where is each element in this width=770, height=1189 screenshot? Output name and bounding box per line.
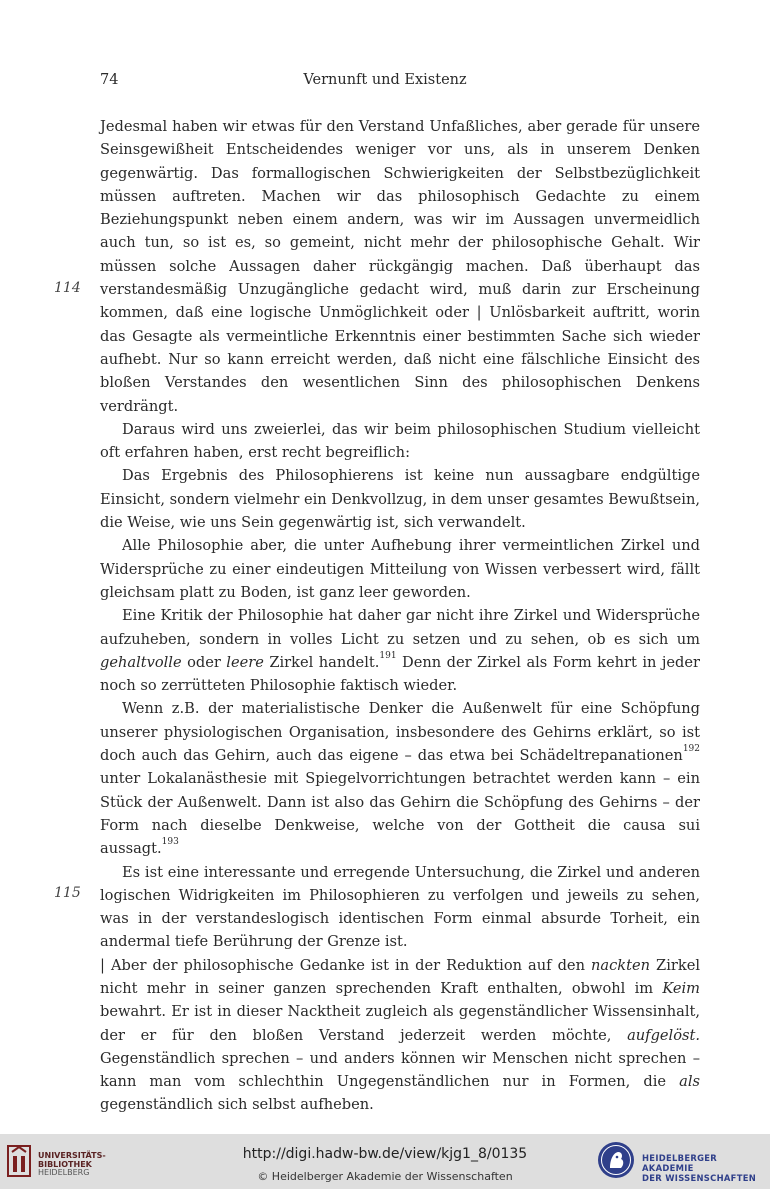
running-title: Vernunft und Existenz — [303, 72, 467, 88]
copyright-notice: © Heidelberger Akademie der Wissenschaften — [257, 1170, 513, 1183]
paragraph-6 — [100, 697, 700, 860]
viewer-footer — [0, 1134, 770, 1189]
text-run: | Aber der philosophische Gedanke ist in der Reduktion auf den — [100, 956, 591, 974]
paragraph-8 — [100, 954, 700, 1117]
page-number: 74 — [100, 72, 119, 88]
emphasis: nackten — [591, 956, 651, 974]
margin-number-114: 114 — [54, 280, 81, 296]
paragraph-3: Das Ergebnis des Philosophierens ist keine nun aussagbare endgültige Einsicht, sondern vielmehr ein Denkvollzug, in dem unser gesamtes Bewußtsein, die Weise, wie uns Sein gegenwärtig ist, sich verwandelt. — [100, 467, 700, 532]
paragraph-7: Es ist eine interessante und erregende Untersuchung, die Zirkel und anderen logischen Widrigkeiten im Philosophieren zu verfolgen und jeweils zu sehen, was in der verstandeslogisch identischen Form einmal absurde Torheit, ein andermal tiefe Berührung der Grenze ist. — [100, 863, 700, 951]
text-run: unter Lokalanästhesie mit Spiegelvorrichtungen betrachtet werden kann – ein Stück der Außenwelt. Dann ist also das Gehirn die Schöpfung des Gehirns – der Form nach dieselbe Denkweise, welche von der Gottheit die causa sui aussagt. — [100, 770, 700, 858]
text-run: Gegenständlich sprechen – und anders können wir Menschen nicht sprechen – kann man vom schlechthin Ungegenständlichen nur in Formen, die — [100, 1049, 700, 1091]
ub-line-2: BIBLIOTHEK — [38, 1159, 92, 1169]
footnote-ref-193[interactable]: 193 — [161, 837, 179, 848]
body-text — [100, 115, 700, 1117]
emphasis: aufgelöst. — [627, 1026, 700, 1044]
text-run: oder — [181, 653, 227, 671]
hadw-line-2: DER WISSENSCHAFTEN — [642, 1173, 757, 1183]
emphasis: gehaltvolle — [100, 653, 182, 671]
paragraph-1: Jedesmal haben wir etwas für den Verstand Unfaßliches, aber gerade für unsere Seinsgewißheit Entscheidendes weniger vor uns, als in unserem Denken gegenwärtig. Das formallogischen Schwierigkeiten der Selbstbezüglichkeit müssen auftreten. Machen wir das philosophisch Gedachte zu einem Beziehungspunkt neben einem andern, was wir im Aussagen unvermeidlich auch tun, so ist es, so gemeint, nicht mehr der philosophische Gehalt. Wir müssen solche Aussagen daher rückgängig machen. Daß überhaupt das verstandesmäßig Unzugängliche gedacht wird, muß darin zur Erscheinung kommen, daß eine logische Unmöglichkeit oder | Unlösbarkeit auftritt, worin das Gesagte als vermeintliche Erkenntnis einer bestimmten Sache sich wieder aufhebt. Nur so kann erreicht werden, daß nicht eine fälschliche Einsicht des bloßen Verstandes den wesentlichen Sinn des philosophischen Denkens verdrängt. — [100, 118, 700, 415]
paragraph-4: Alle Philosophie aber, die unter Aufhebung ihrer vermeintlichen Zirkel und Widersprüche zu einer eindeutigen Mitteilung von Wissen verbessert wird, fällt gleichsam platt zu Boden, ist ganz leer geworden. — [100, 537, 700, 601]
academy-seal-icon — [596, 1140, 636, 1180]
hadw-line-1: HEIDELBERGER AKADEMIE — [642, 1153, 718, 1173]
text-run: bewahrt. Er ist in dieser Nacktheit zugleich als gegenständlicher Wissensinhalt, der er für den bloßen Verstand jederzeit werden möchte, — [100, 1003, 700, 1044]
ub-line-1: UNIVERSITÄTS- — [38, 1151, 106, 1160]
text-run: Zirkel handelt. — [263, 653, 380, 671]
paragraph-2: Daraus wird uns zweierlei, das wir beim philosophischen Studium vielleicht oft erfahren haben, erst recht begreiflich: — [100, 420, 700, 462]
text-run: Zirkel nicht mehr in seiner ganzen sprechenden Kraft enthalten, obwohl im — [100, 956, 700, 997]
footnote-ref-191[interactable]: 191 — [379, 650, 397, 661]
margin-number-115: 115 — [54, 885, 81, 901]
emphasis: leere — [226, 653, 264, 671]
emphasis: als — [679, 1073, 700, 1091]
paragraph-5 — [100, 604, 700, 697]
text-run: Eine Kritik der Philosophie hat daher gar nicht ihre Zirkel und Widersprüche aufzuheben, sondern in volles Licht zu setzen und zu sehen, ob es sich um — [100, 607, 700, 648]
text-run: Wenn z.B. der materialistische Denker die Außenwelt für eine Schöpfung unserer physiologischen Organisation, insbesondere des Gehirns erklärt, so ist doch auch das Gehirn, auch das eigene – das etwa bei Schädeltrepanationen — [100, 700, 700, 765]
footnote-ref-192[interactable]: 192 — [682, 744, 700, 755]
emphasis: Keim — [662, 979, 700, 997]
permalink-url[interactable]: http://digi.hadw-bw.de/view/kjg1_8/0135 — [242, 1146, 528, 1162]
ub-line-3: HEIDELBERG — [38, 1168, 90, 1177]
page-header — [0, 72, 770, 92]
text-run: Denn der Zirkel als Form kehrt in jeder noch so zerrütteten Philosophie faktisch wieder. — [100, 653, 700, 695]
hadw-logo[interactable] — [596, 1140, 766, 1184]
text-run: gegenständlich sich selbst aufheben. — [100, 1096, 374, 1114]
